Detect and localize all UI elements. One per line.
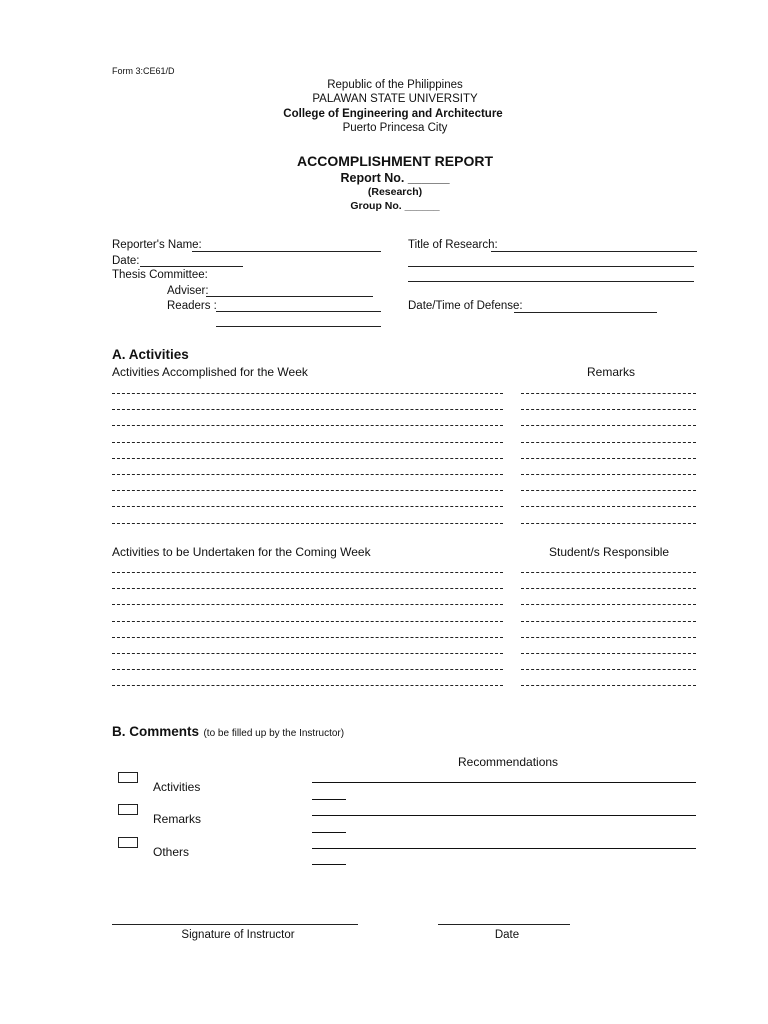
recommendation-line-1-tail[interactable] (312, 799, 346, 800)
signature-date-line[interactable] (438, 924, 570, 925)
recommendation-line-1[interactable] (312, 782, 696, 783)
activities-checkbox-label: Activities (153, 780, 201, 794)
header-city: Puerto Princesa City (342, 122, 448, 134)
form-code: Form 3:CE61/D (112, 66, 175, 76)
instructor-signature-label: Signature of Instructor (181, 929, 295, 941)
activity-blank-line[interactable] (112, 637, 503, 638)
remark-blank-line[interactable] (521, 685, 696, 686)
remark-blank-line[interactable] (521, 442, 696, 443)
signature-date-label: Date (494, 929, 520, 941)
coming-week-label: Activities to be Undertaken for the Coming Week (112, 545, 371, 559)
title-of-research-line-2[interactable] (408, 266, 694, 267)
remark-blank-line[interactable] (521, 523, 696, 524)
activity-blank-line[interactable] (112, 425, 503, 426)
activity-blank-line[interactable] (112, 604, 503, 605)
adviser-label: Adviser: (167, 285, 209, 297)
remark-blank-line[interactable] (521, 474, 696, 475)
remarks-label: Remarks (587, 365, 636, 379)
others-checkbox[interactable] (118, 837, 138, 848)
remark-blank-line[interactable] (521, 490, 696, 491)
date-time-defense-label: Date/Time of Defense: (408, 300, 523, 312)
activity-blank-line[interactable] (112, 490, 503, 491)
activity-blank-line[interactable] (112, 442, 503, 443)
title-of-research-line-1[interactable] (491, 251, 697, 252)
remark-blank-line[interactable] (521, 425, 696, 426)
accomplished-label: Activities Accomplished for the Week (112, 365, 308, 379)
reporters-name-line[interactable] (192, 251, 381, 252)
recommendation-line-2[interactable] (312, 815, 696, 816)
remark-blank-line[interactable] (521, 604, 696, 605)
activity-blank-line[interactable] (112, 393, 503, 394)
remark-blank-line[interactable] (521, 637, 696, 638)
remark-blank-line[interactable] (521, 669, 696, 670)
title-of-research-label: Title of Research: (408, 239, 498, 251)
report-no: Report No. ______ (340, 171, 450, 185)
section-a-heading: A. Activities (112, 347, 189, 362)
remark-blank-line[interactable] (521, 621, 696, 622)
activity-blank-line[interactable] (112, 669, 503, 670)
activities-checkbox[interactable] (118, 772, 138, 783)
remarks-checkbox[interactable] (118, 804, 138, 815)
title-of-research-line-3[interactable] (408, 281, 694, 282)
thesis-committee-label: Thesis Committee: (112, 269, 208, 281)
page-title: ACCOMPLISHMENT REPORT (297, 153, 493, 169)
activity-blank-line[interactable] (112, 523, 503, 524)
remark-blank-line[interactable] (521, 506, 696, 507)
date-label: Date: (112, 255, 140, 267)
activity-blank-line[interactable] (112, 588, 503, 589)
others-checkbox-label: Others (153, 845, 190, 859)
activity-blank-line[interactable] (112, 621, 503, 622)
date-time-defense-line[interactable] (514, 312, 657, 313)
readers-line-2[interactable] (216, 326, 381, 327)
reporters-name-label: Reporter's Name: (112, 239, 202, 251)
section-b-note: (to be filled up by the Instructor) (203, 728, 345, 739)
date-line[interactable] (140, 266, 243, 267)
recommendation-line-3[interactable] (312, 848, 696, 849)
instructor-signature-line[interactable] (112, 924, 358, 925)
section-b-title: B. Comments (112, 724, 200, 739)
remark-blank-line[interactable] (521, 588, 696, 589)
remark-blank-line[interactable] (521, 458, 696, 459)
activity-blank-line[interactable] (112, 409, 503, 410)
group-no: Group No. ______ (350, 200, 440, 212)
recommendations-label: Recommendations (458, 755, 559, 769)
activity-blank-line[interactable] (112, 458, 503, 459)
remark-blank-line[interactable] (521, 409, 696, 410)
readers-line-1[interactable] (216, 311, 381, 312)
remark-blank-line[interactable] (521, 572, 696, 573)
activity-blank-line[interactable] (112, 685, 503, 686)
activity-blank-line[interactable] (112, 506, 503, 507)
research-label: (Research) (367, 186, 423, 198)
responsible-label: Student/s Responsible (549, 545, 670, 559)
section-b-heading (112, 723, 344, 741)
recommendation-line-3-tail[interactable] (312, 864, 346, 865)
header-republic: Republic of the Philippines (327, 79, 463, 91)
adviser-line[interactable] (206, 296, 373, 297)
activity-blank-line[interactable] (112, 572, 503, 573)
header-college: College of Engineering and Architecture (283, 108, 503, 120)
remark-blank-line[interactable] (521, 653, 696, 654)
remarks-checkbox-label: Remarks (153, 812, 202, 826)
recommendation-line-2-tail[interactable] (312, 832, 346, 833)
activity-blank-line[interactable] (112, 474, 503, 475)
remark-blank-line[interactable] (521, 393, 696, 394)
activity-blank-line[interactable] (112, 653, 503, 654)
header-university: PALAWAN STATE UNIVERSITY (312, 93, 478, 105)
readers-label: Readers : (167, 300, 217, 312)
